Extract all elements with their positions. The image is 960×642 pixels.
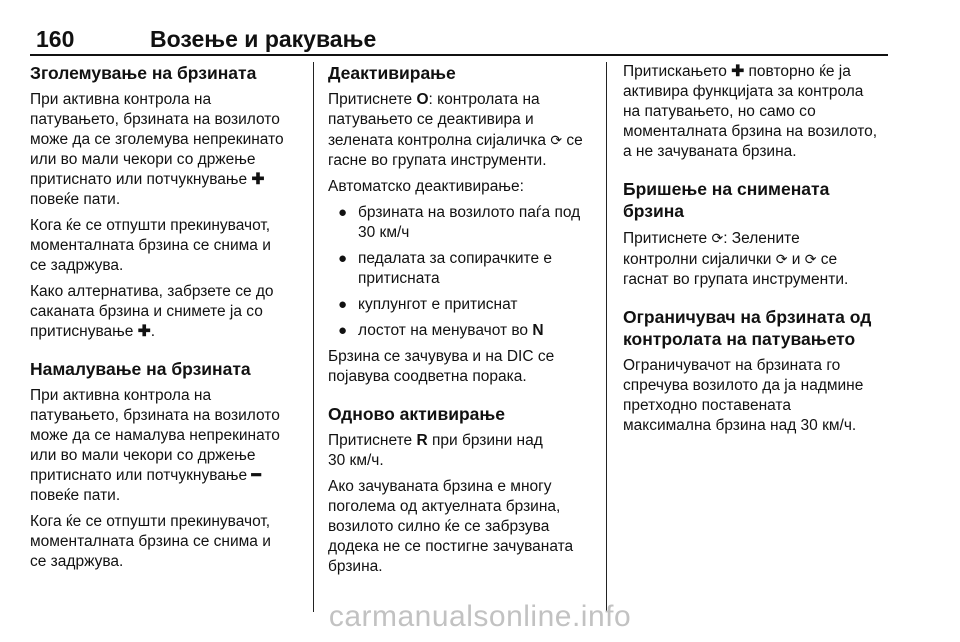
paragraph: Како алтернатива, забрзете се до саканата брзина и снимете ја со притиснување ✚. [30,283,274,340]
cancel-button-icon: O [416,91,429,108]
watermark: carmanualsonline.info [328,600,632,633]
list-item: ● брзината на возилото паѓа под 30 км/ч [338,204,581,241]
section-title: Возење и ракување [150,26,377,52]
bullet-icon: ● [338,204,348,221]
header-divider [30,54,888,56]
column-1 [30,62,302,578]
paragraph: Притиснете O: контролата на патувањето се деактивира и зелената контролна сијаличка ⟳ се гасне во групата инструменти. [328,91,583,169]
paragraph: При активна контрола на патувањето, брзината на возилото може да се намалува непрекинато или во мали чекори со држење притиснато или потчукнување ━ повеќе пати. [30,387,280,504]
plus-icon: ✚ [731,63,745,80]
paragraph: Автоматско деактивирање: [328,178,524,195]
deactivation-list [328,203,600,341]
resume-button-label: R [416,432,428,449]
neutral-gear-label: N [532,322,544,339]
paragraph: При активна контрола на патувањето, брзината на возилото може да се зголемува непрекинато или во мали чекори со држење притиснато или потчукнување ✚ повеќе пати. [30,91,284,208]
list-item: ● лостот на менувачот во N [338,322,544,339]
cruise-control-icon: ⟳ [804,251,817,267]
list-item: ● педалата за сопирачките е притисната [338,250,553,287]
cruise-control-icon: ⟳ [550,132,563,148]
paragraph: Кога ќе се отпушти прекинувачот, моменталната брзина се снима и се задржува. [30,513,271,570]
column-divider [313,62,314,612]
paragraph: Брзина се зачувува и на DIC се појавува соодветна порака. [328,348,555,385]
heading-increase-speed: Зголемување на брзината [30,63,257,83]
list-item: ● куплунгот е притиснат [338,296,518,313]
bullet-icon: ● [338,296,348,313]
heading-speed-limiter: Ограничувач на брзината од контролата на патувањето [623,307,872,349]
paragraph: Притискањето ✚ повторно ќе ја активира функцијата за контрола на патувањето, но само со моменталната брзина на возилото, а не зачуваната брзина. [623,63,878,160]
paragraph: Притиснете ⟳: Зелените контролни сијалички ⟳ и ⟳ се гаснат во групата инструменти. [623,230,849,288]
heading-decrease-speed: Намалување на брзината [30,359,251,379]
cruise-control-set-icon: ⟳ [775,251,788,267]
page-number: 160 [36,26,75,52]
minus-icon: ━ [251,467,261,484]
column-3 [623,62,888,442]
paragraph: Кога ќе се отпушти прекинувачот, моменталната брзина се снима и се задржува. [30,217,271,274]
heading-clear-speed: Бришење на снимената брзина [623,179,830,221]
plus-icon: ✚ [137,323,151,340]
cruise-control-icon: ⟳ [711,230,724,246]
heading-deactivation: Деактивирање [328,63,456,83]
paragraph: Притиснете R при брзини над 30 км/ч. [328,432,543,469]
paragraph: Ограничувачот на брзината го спречува возилото да ја надмине претходно поставената максимална брзина над 30 км/ч. [623,357,864,434]
column-divider [606,62,607,612]
bullet-icon: ● [338,250,348,267]
bullet-icon: ● [338,322,348,339]
column-2 [328,62,600,583]
plus-icon: ✚ [251,171,265,188]
paragraph: Ако зачуваната брзина е многу поголема од актуелната брзина, возилото силно ќе се забрзува додека не се постигне зачуваната брзина. [328,478,574,575]
heading-reactivation: Одново активирање [328,404,505,424]
